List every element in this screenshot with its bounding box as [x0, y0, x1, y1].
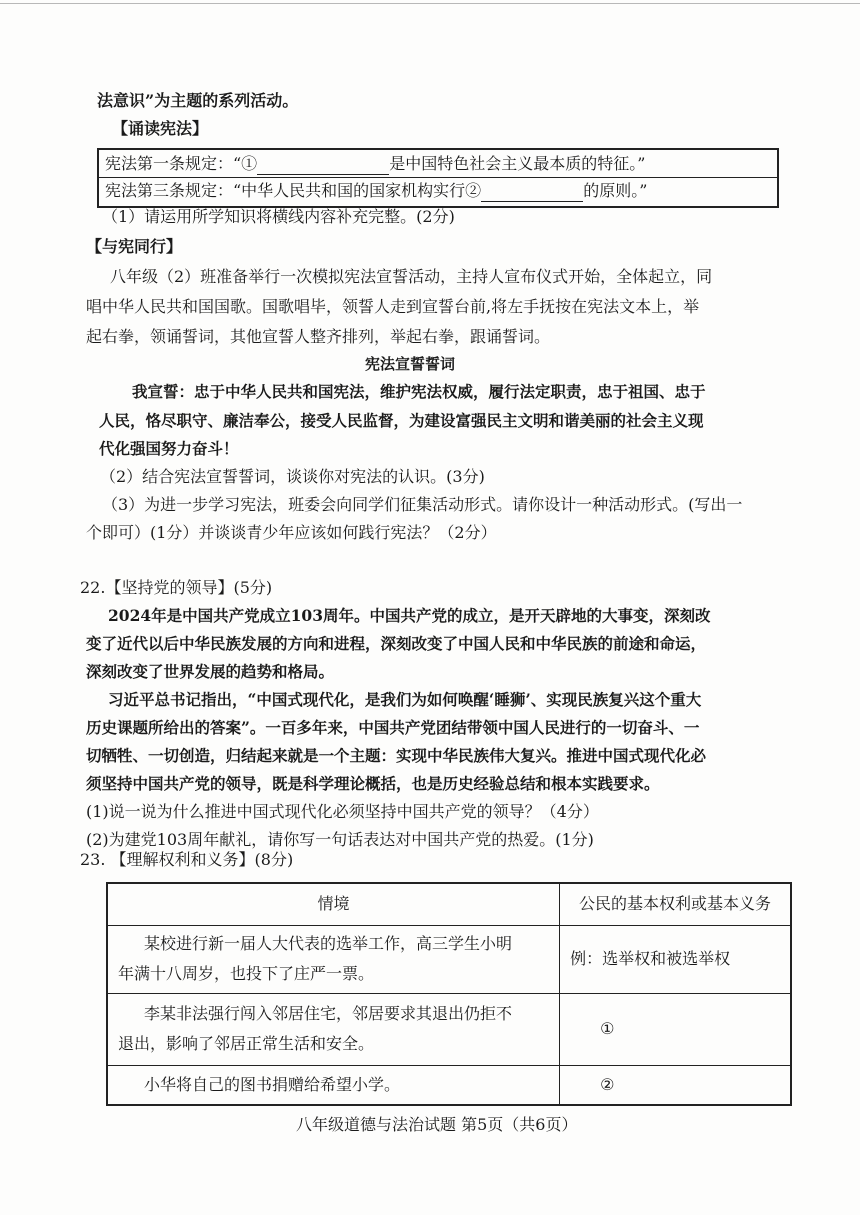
header-rights-duties: 公民的基本权利或基本义务: [560, 883, 791, 925]
question-23-heading: 23. 【理解权利和义务】(8分): [80, 850, 294, 869]
section-heading-with-constitution: 【与宪同行】: [86, 237, 183, 256]
q22-para2-line-3: 切牺牲、一切创造，归结起来就是一个主题：实现中华民族伟大复兴。推进中国式现代化必: [86, 746, 707, 765]
ceremony-line-3: 起右拳，领诵誓词，其他宣誓人整齐排列，举起右拳，跟诵誓词。: [86, 327, 551, 346]
article3-suffix: 的原则。”: [583, 181, 648, 200]
question-21-3-line-1: （3）为进一步学习宪法，班委会向同学们征集活动形式。请你设计一种活动形式。(写出一: [102, 495, 743, 514]
ceremony-line-1: 八年级（2）班准备举行一次模拟宪法宣誓活动，主持人宣布仪式开始，全体起立，同: [110, 267, 713, 286]
box-row-1: [105, 153, 645, 175]
question-21-3-line-2: 个即可）(1分）并谈谈青少年应该如何践行宪法？（2分）: [86, 523, 497, 542]
q22-para2-line-2: 历史课题所给出的答案”。一百多年来，中国共产党团结带领中国人民进行的一切奋斗、一: [86, 718, 700, 737]
situation-line: 退出，影响了邻居正常生活和安全。: [118, 1034, 375, 1053]
ceremony-line-2: 唱中华人民共和国国歌。国歌唱毕，领誓人走到宣誓台前,将左手抚按在宪法文本上，举: [86, 297, 700, 316]
top-border-line: [0, 3, 860, 4]
situation-line: 某校进行新一届人大代表的选举工作，高三学生小明: [144, 934, 513, 953]
q22-para2-line-1: 习近平总书记指出，“中国式现代化，是我们为如何唤醒‘睡狮’、实现民族复兴这个重大: [108, 690, 702, 709]
constitution-box: [97, 148, 779, 208]
question-21-2: （2）结合宪法宣誓誓词，谈谈你对宪法的认识。(3分): [100, 467, 485, 486]
q22-para2-line-4: 须坚持中国共产党的领导，既是科学理论概括，也是历史经验总结和根本实践要求。: [86, 774, 660, 793]
situation-line: 李某非法强行闯入邻居住宅，邻居要求其退出仍拒不: [144, 1004, 513, 1023]
table-row: [107, 993, 791, 1065]
oath-line-3: 代化强国努力奋斗！: [99, 439, 239, 458]
article1-prefix: 宪法第一条规定：“①: [105, 154, 258, 173]
answer-cell: ②: [560, 1065, 791, 1105]
q22-para1-line-2: 变了近代以后中华民族发展的方向和进程，深刻改变了中国人民和中华民族的前途和命运，: [86, 634, 707, 653]
situation-line: 年满十八周岁，也投下了庄严一票。: [118, 964, 375, 983]
table-header-row: [107, 883, 791, 925]
intro-tail-text: 法意识”为主题的系列活动。: [97, 91, 299, 110]
article1-suffix: 是中国特色社会主义最本质的特征。”: [389, 154, 646, 173]
situation-cell: [107, 925, 560, 993]
q22-para1-line-1: 2024年是中国共产党成立103周年。中国共产党的成立，是开天辟地的大事变，深刻改: [108, 606, 711, 625]
table-row: [107, 1065, 791, 1105]
box-divider: [99, 177, 777, 178]
blank-1: [257, 156, 389, 175]
box-row-2: [105, 180, 647, 202]
section-heading-reading: 【诵读宪法】: [112, 119, 209, 138]
page-footer: 八年级道德与法治试题 第5页（共6页）: [296, 1115, 578, 1134]
answer-cell: ①: [560, 993, 791, 1065]
table-row: [107, 925, 791, 993]
article3-prefix: 宪法第三条规定：“中华人民共和国的国家机构实行②: [105, 181, 482, 200]
q22-para1-line-3: 深刻改变了世界发展的趋势和格局。: [86, 662, 335, 681]
situation-cell: [107, 1065, 560, 1105]
blank-2: [481, 183, 583, 202]
question-22-2: (2)为建党103周年献礼，请你写一句话表达对中国共产党的热爱。(1分): [86, 830, 594, 849]
question-22-1: (1)说一说为什么推进中国式现代化必须坚持中国共产党的领导？（4分）: [86, 802, 599, 821]
rights-duties-table: [106, 882, 792, 1106]
question-21-1: （1）请运用所学知识将横线内容补充完整。(2分): [102, 207, 455, 226]
header-situation: 情境: [107, 883, 560, 925]
oath-line-1: 我宣誓：忠于中华人民共和国宪法，维护宪法权威，履行法定职责，忠于祖国、忠于: [132, 382, 706, 401]
question-22-heading: 22.【坚持党的领导】(5分): [80, 578, 273, 597]
situation-cell: [107, 993, 560, 1065]
situation-line: 小华将自己的图书捐赠给希望小学。: [144, 1074, 401, 1094]
answer-cell: 例：选举权和被选举权: [560, 925, 791, 993]
oath-line-2: 人民，恪尽职守、廉洁奉公，接受人民监督，为建设富强民主文明和谐美丽的社会主义现: [99, 411, 704, 430]
oath-title: 宪法宣誓誓词: [365, 355, 456, 373]
